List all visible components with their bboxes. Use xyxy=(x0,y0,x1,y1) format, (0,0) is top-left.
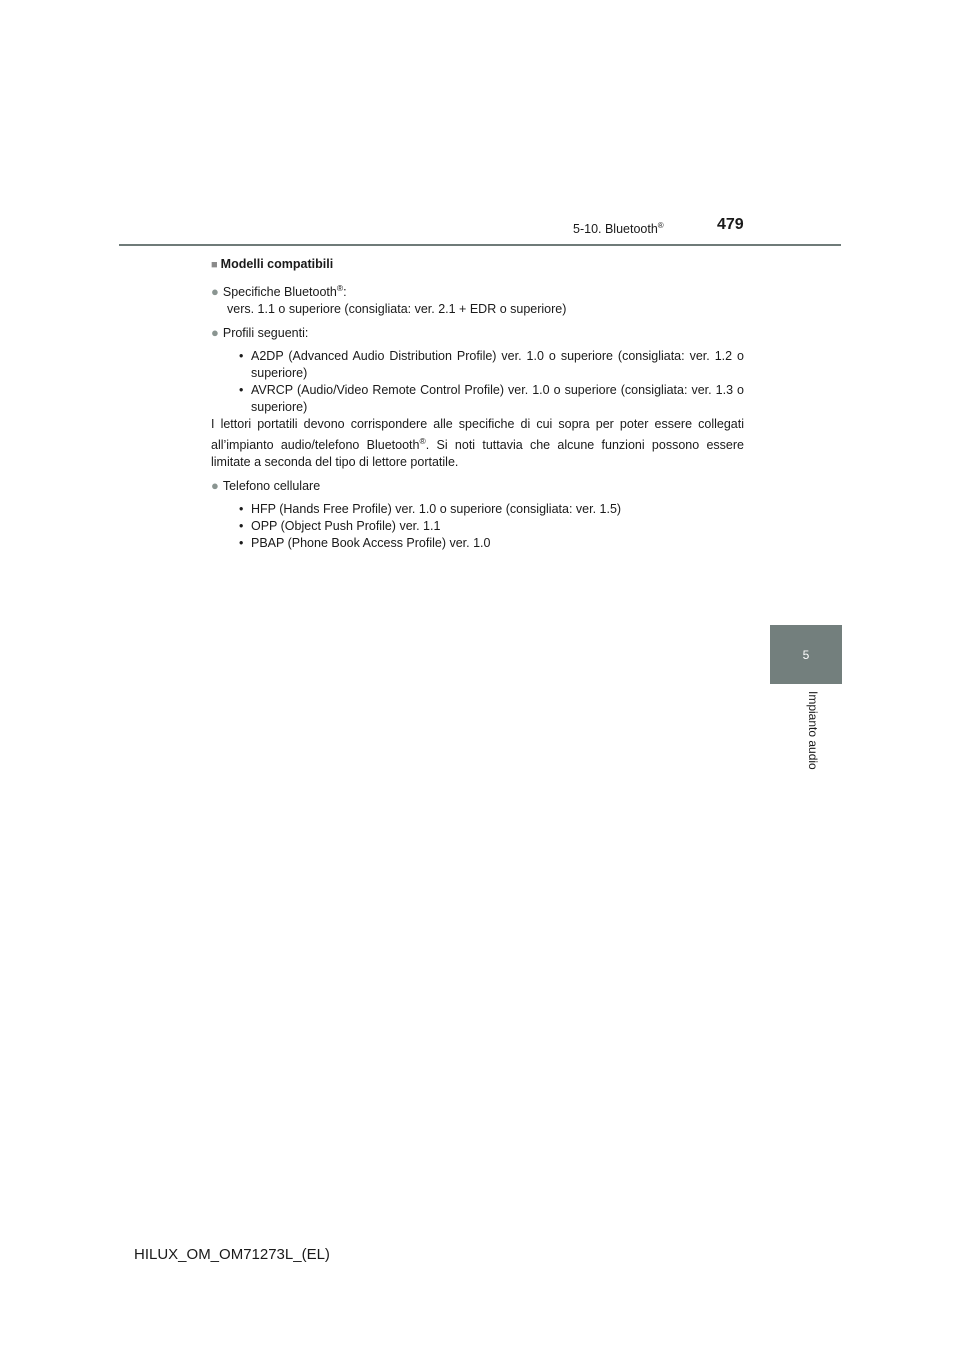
list-item-text: A2DP (Advanced Audio Distribution Profile) ver. 1.0 o superiore (consigliata: ver. 1.2 o superiore) xyxy=(251,349,744,381)
chapter-tab xyxy=(770,625,842,684)
list-item-text: OPP (Object Push Profile) ver. 1.1 xyxy=(251,519,441,534)
circle-bullet-icon: ● xyxy=(211,325,219,341)
bullet-head xyxy=(211,280,744,301)
list-item xyxy=(239,518,744,535)
list-dot: • xyxy=(239,536,244,551)
bullet-text: Specifiche Bluetooth xyxy=(222,285,337,300)
bullet-item xyxy=(211,324,744,416)
list-dot: • xyxy=(239,502,244,517)
main-content xyxy=(211,256,744,552)
square-bullet-icon: ■ xyxy=(211,259,218,271)
list-item-text: AVRCP (Audio/Video Remote Control Profile) ver. 1.0 o superiore (consigliata: ver. 1.3 o superiore) xyxy=(251,383,744,415)
chapter-number: 5 xyxy=(802,647,810,662)
list-item xyxy=(239,382,744,416)
bullet-item xyxy=(211,280,744,318)
circle-bullet-icon: ● xyxy=(211,478,219,494)
heading-text: Modelli compatibili xyxy=(220,257,334,271)
header-rule xyxy=(119,244,841,246)
list-item-text: HFP (Hands Free Profile) ver. 1.0 o superiore (consigliata: ver. 1.5) xyxy=(251,502,622,517)
bullet-head xyxy=(211,324,744,342)
bullet-text: Profili seguenti: xyxy=(222,326,309,341)
bullet-continuation: vers. 1.1 o superiore (consigliata: ver. 2.1 + EDR o superiore) xyxy=(227,302,567,317)
bullet-item xyxy=(211,477,744,552)
sub-list xyxy=(211,348,744,416)
list-item xyxy=(239,501,744,518)
header-section-title xyxy=(573,221,664,236)
list-dot: • xyxy=(239,349,244,364)
list-dot: • xyxy=(239,519,244,534)
colon: : xyxy=(343,285,347,300)
list-item xyxy=(239,535,744,552)
list-dot: • xyxy=(239,383,244,398)
section-title-text: 5-10. Bluetooth xyxy=(573,222,658,237)
bullet-text: Telefono cellulare xyxy=(222,479,321,494)
registered-mark: ® xyxy=(336,283,344,293)
paragraph-text: I lettori portatili devono corrispondere alle specifiche di cui sopra per poter essere collegati all’impianto audio/telefono Bluetooth xyxy=(211,417,744,453)
document-code: HILUX_OM_OM71273L_(EL) xyxy=(134,1246,330,1263)
page-number: 479 xyxy=(717,216,744,233)
circle-bullet-icon: ● xyxy=(211,284,219,300)
body-paragraph xyxy=(211,416,744,471)
bullet-head xyxy=(211,477,744,495)
chapter-label: Impianto audio xyxy=(806,691,820,770)
list-item xyxy=(239,348,744,382)
registered-mark: ® xyxy=(657,221,664,230)
sub-list xyxy=(211,501,744,552)
paragraph-text: . Si noti tuttavia che alcune funzioni possono essere limitate a seconda del tipo di lettore portatile. xyxy=(211,438,744,470)
list-item-text: PBAP (Phone Book Access Profile) ver. 1.0 xyxy=(251,536,491,551)
section-heading xyxy=(211,256,744,274)
registered-mark: ® xyxy=(419,436,426,447)
